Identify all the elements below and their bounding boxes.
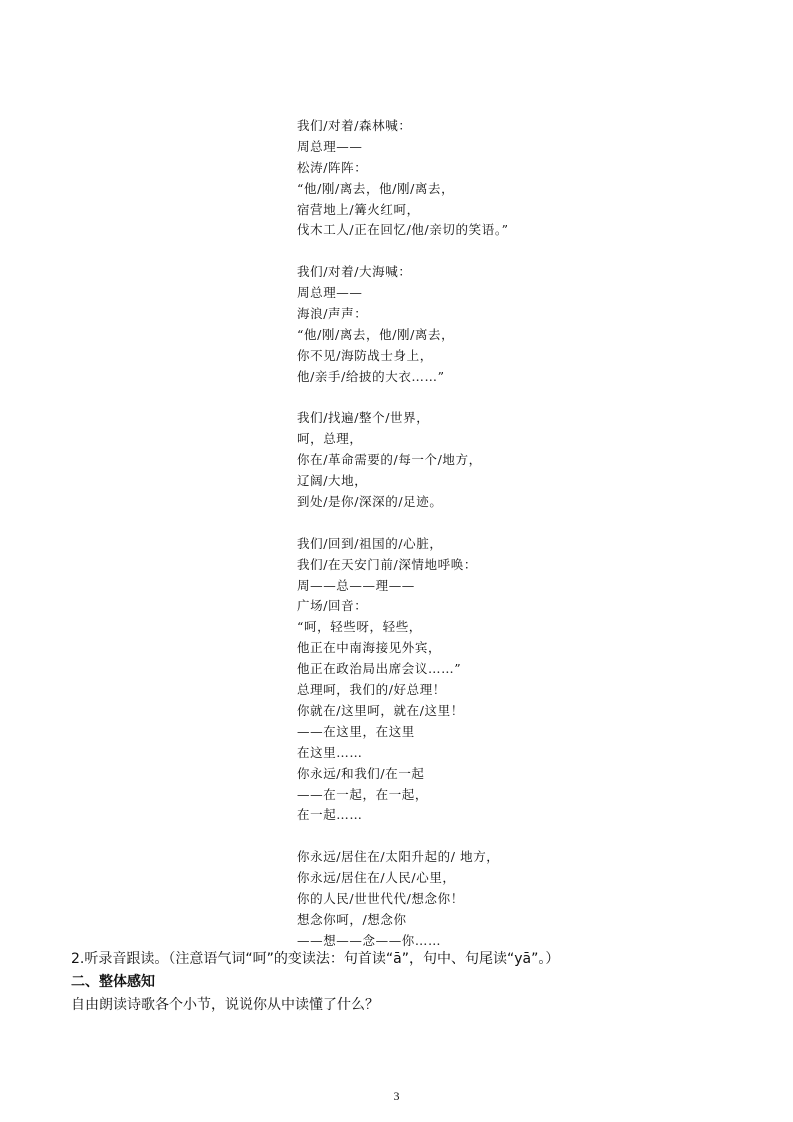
poem-line: 辽阔/大地， xyxy=(297,473,368,489)
poem-line: ——在一起，在一起， xyxy=(297,786,429,802)
page-number: 3 xyxy=(393,1089,400,1103)
poem-line: 伐木工人/正在回忆/他/亲切的笑语。” xyxy=(297,222,509,238)
poem-line: 我们/找遍/整个/世界， xyxy=(297,410,430,426)
poem-line: ——想——念——你…… xyxy=(297,932,442,948)
poem-line: 周总理—— xyxy=(297,285,363,301)
poem-line: 在这里…… xyxy=(297,744,363,760)
poem-line: “他/刚/离去，他/刚/离去， xyxy=(297,180,455,196)
poem-line: 我们/对着/大海喊： xyxy=(297,264,412,280)
poem-line: 想念你呵，/想念你 xyxy=(297,911,407,927)
poem-line: 在一起…… xyxy=(297,807,363,823)
poem-line: 他正在政治局出席会议……” xyxy=(297,661,462,677)
poem-line: 你永远/居住在/太阳升起的/ 地方， xyxy=(297,849,500,865)
poem-line: 周——总——理—— xyxy=(297,577,415,593)
poem-line: ——在这里，在这里 xyxy=(297,723,415,739)
poem-line: “他/刚/离去，他/刚/离去， xyxy=(297,326,455,342)
poem-line: 广场/回音： xyxy=(297,598,368,614)
poem-line: 你在/革命需要的/每一个/地方， xyxy=(297,452,482,468)
lesson-notes xyxy=(71,948,761,1017)
poem-line: 呵，总理， xyxy=(297,431,363,447)
poem-line: 我们/在天安门前/深情地呼唤： xyxy=(297,556,477,572)
stanza-break xyxy=(297,388,757,409)
poem-line: 到处/是你/深深的/足迹。 xyxy=(297,494,443,510)
poem-line: 你永远/和我们/在一起 xyxy=(297,765,425,781)
stanza-break xyxy=(297,241,757,262)
poem-line: 总理呵，我们的/好总理！ xyxy=(297,682,446,698)
reading-question: 自由朗读诗歌各个小节，说说你从中读懂了什么？ xyxy=(71,997,379,1013)
listening-instruction: 2.听录音跟读。（注意语气词“呵”的变读法：句首读“ā”，句中、句尾读“yā”。） xyxy=(71,951,560,967)
poem-line: 松涛/阵阵： xyxy=(297,159,368,175)
poem-line: 我们/对着/森林喊： xyxy=(297,118,412,133)
poem-line: 你就在/这里呵，就在/这里！ xyxy=(297,702,464,718)
stanza-break xyxy=(297,826,757,847)
poem-line: 我们/回到/祖国的/心脏， xyxy=(297,535,443,551)
poem-line: 他正在中南海接见外宾， xyxy=(297,640,442,656)
poem-line: 海浪/声声： xyxy=(297,306,368,322)
poem-line: “呵，轻些呀，轻些， xyxy=(297,619,422,635)
poem-line: 你的人民/世世代代/想念你！ xyxy=(297,890,464,906)
poem-line: 你不见/海防战士身上， xyxy=(297,347,433,363)
poem-line: 宿营地上/篝火红呵， xyxy=(297,201,420,217)
stanza-break xyxy=(297,513,757,534)
section-heading: 二、整体感知 xyxy=(71,974,155,990)
poem-line: 你永远/居住在/人民/心里， xyxy=(297,870,456,886)
poem-text xyxy=(297,116,757,952)
poem-line: 周总理—— xyxy=(297,138,363,154)
poem-line: 他/亲手/给披的大衣……” xyxy=(297,368,445,384)
